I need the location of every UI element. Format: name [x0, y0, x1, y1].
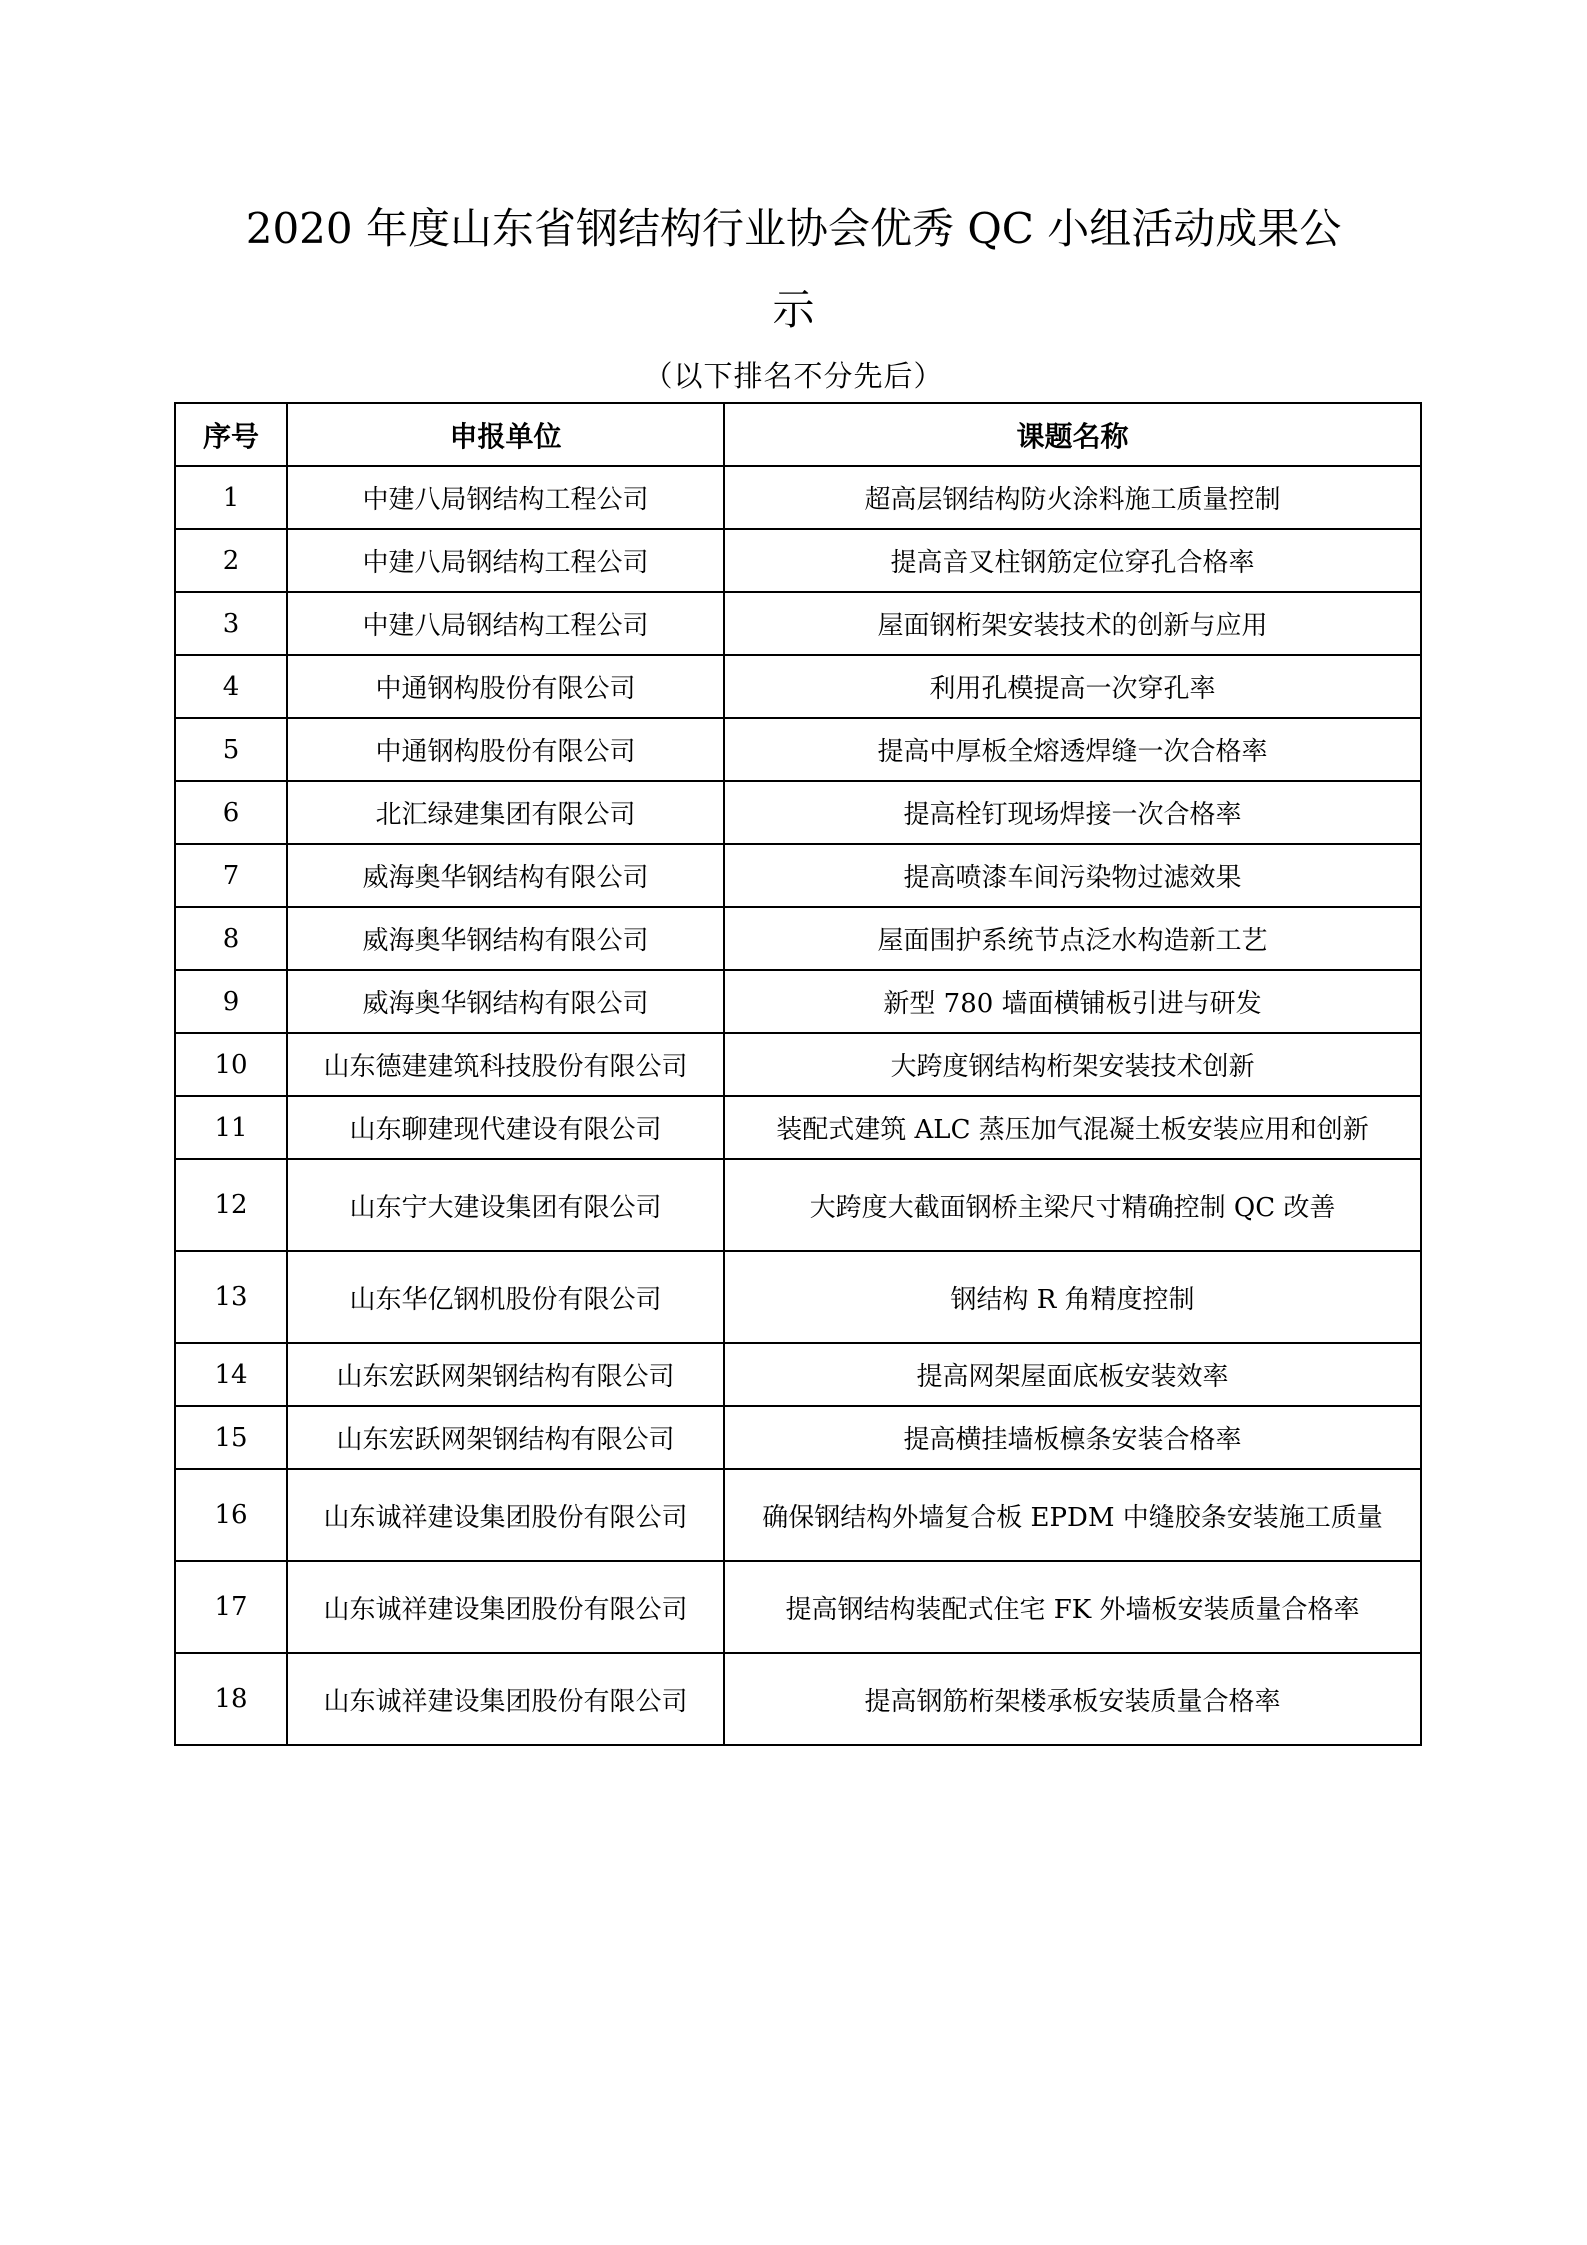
row-unit: 中建八局钢结构工程公司: [287, 592, 724, 655]
row-number: 9: [175, 970, 287, 1033]
row-unit: 中建八局钢结构工程公司: [287, 529, 724, 592]
table-row: [175, 592, 1421, 655]
row-number: 1: [175, 466, 287, 529]
table-row: [175, 1561, 1421, 1653]
table-row: [175, 781, 1421, 844]
table-row: [175, 907, 1421, 970]
row-unit: 山东宏跃网架钢结构有限公司: [287, 1343, 724, 1406]
column-header-unit: 申报单位: [287, 403, 724, 466]
row-number: 3: [175, 592, 287, 655]
row-unit: 山东华亿钢机股份有限公司: [287, 1251, 724, 1343]
row-number: 10: [175, 1033, 287, 1096]
table-row: [175, 1251, 1421, 1343]
row-unit: 山东德建建筑科技股份有限公司: [287, 1033, 724, 1096]
row-number: 5: [175, 718, 287, 781]
row-number: 6: [175, 781, 287, 844]
table-row: [175, 1033, 1421, 1096]
row-topic: 大跨度大截面钢桥主梁尺寸精确控制 QC 改善: [724, 1159, 1421, 1251]
row-unit: 中通钢构股份有限公司: [287, 718, 724, 781]
table-row: [175, 1343, 1421, 1406]
table-row: [175, 1096, 1421, 1159]
page-title: 2020 年度山东省钢结构行业协会优秀 QC 小组活动成果公: [245, 204, 1342, 253]
results-table: [174, 402, 1422, 1746]
row-unit: 山东宁大建设集团有限公司: [287, 1159, 724, 1251]
column-header-topic: 课题名称: [724, 403, 1421, 466]
row-topic: 提高钢结构装配式住宅 FK 外墙板安装质量合格率: [724, 1561, 1421, 1653]
row-topic: 利用孔模提高一次穿孔率: [724, 655, 1421, 718]
table-row: [175, 1469, 1421, 1561]
row-number: 14: [175, 1343, 287, 1406]
table-row: [175, 844, 1421, 907]
row-unit: 山东诚祥建设集团股份有限公司: [287, 1469, 724, 1561]
row-topic: 新型 780 墙面横铺板引进与研发: [724, 970, 1421, 1033]
row-number: 17: [175, 1561, 287, 1653]
table-row: [175, 718, 1421, 781]
row-unit: 山东诚祥建设集团股份有限公司: [287, 1653, 724, 1745]
row-topic: 提高音叉柱钢筋定位穿孔合格率: [724, 529, 1421, 592]
row-topic: 超高层钢结构防火涂料施工质量控制: [724, 466, 1421, 529]
column-header-number: 序号: [175, 403, 287, 466]
row-unit: 山东宏跃网架钢结构有限公司: [287, 1406, 724, 1469]
row-unit: 中通钢构股份有限公司: [287, 655, 724, 718]
row-unit: 山东诚祥建设集团股份有限公司: [287, 1561, 724, 1653]
table-row: [175, 1653, 1421, 1745]
row-topic: 屋面围护系统节点泛水构造新工艺: [724, 907, 1421, 970]
row-number: 8: [175, 907, 287, 970]
row-number: 2: [175, 529, 287, 592]
table-row: [175, 970, 1421, 1033]
row-unit: 山东聊建现代建设有限公司: [287, 1096, 724, 1159]
row-number: 15: [175, 1406, 287, 1469]
row-topic: 装配式建筑 ALC 蒸压加气混凝土板安装应用和创新: [724, 1096, 1421, 1159]
row-topic: 钢结构 R 角精度控制: [724, 1251, 1421, 1343]
row-unit: 威海奥华钢结构有限公司: [287, 970, 724, 1033]
row-number: 11: [175, 1096, 287, 1159]
table-row: [175, 655, 1421, 718]
row-unit: 威海奥华钢结构有限公司: [287, 844, 724, 907]
row-number: 16: [175, 1469, 287, 1561]
row-topic: 提高栓钉现场焊接一次合格率: [724, 781, 1421, 844]
row-number: 12: [175, 1159, 287, 1251]
row-number: 4: [175, 655, 287, 718]
table-row: [175, 1406, 1421, 1469]
row-unit: 北汇绿建集团有限公司: [287, 781, 724, 844]
table-row: [175, 1159, 1421, 1251]
table-row: [175, 529, 1421, 592]
row-topic: 提高中厚板全熔透焊缝一次合格率: [724, 718, 1421, 781]
row-number: 18: [175, 1653, 287, 1745]
row-topic: 大跨度钢结构桁架安装技术创新: [724, 1033, 1421, 1096]
row-topic: 提高网架屋面底板安装效率: [724, 1343, 1421, 1406]
ranking-note: （以下排名不分先后）: [643, 359, 944, 393]
table-header-row: [175, 403, 1421, 466]
row-topic: 确保钢结构外墙复合板 EPDM 中缝胶条安装施工质量: [724, 1469, 1421, 1561]
row-unit: 中建八局钢结构工程公司: [287, 466, 724, 529]
row-unit: 威海奥华钢结构有限公司: [287, 907, 724, 970]
row-topic: 提高喷漆车间污染物过滤效果: [724, 844, 1421, 907]
row-number: 7: [175, 844, 287, 907]
row-number: 13: [175, 1251, 287, 1343]
table-row: [175, 466, 1421, 529]
page-title-continued: 示: [772, 285, 815, 334]
row-topic: 提高横挂墙板檩条安装合格率: [724, 1406, 1421, 1469]
row-topic: 屋面钢桁架安装技术的创新与应用: [724, 592, 1421, 655]
row-topic: 提高钢筋桁架楼承板安装质量合格率: [724, 1653, 1421, 1745]
